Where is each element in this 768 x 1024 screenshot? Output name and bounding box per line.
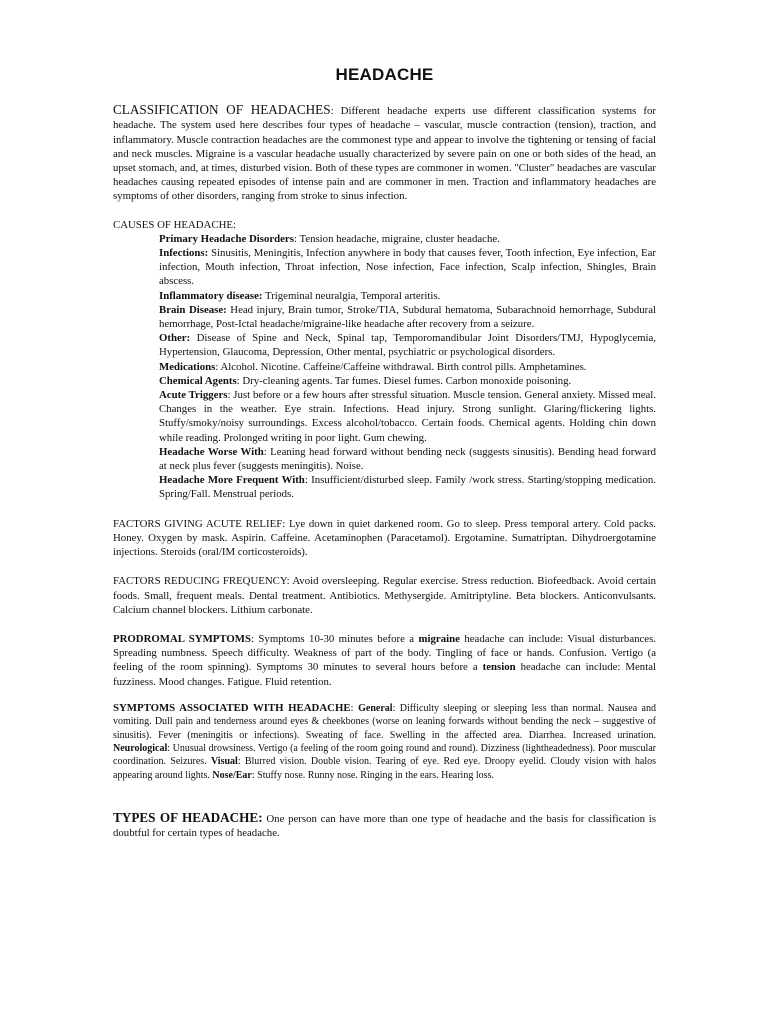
cause-item bbox=[159, 388, 656, 445]
symptoms-paragraph bbox=[113, 702, 656, 782]
prodromal-migraine: migraine bbox=[418, 632, 460, 645]
prodromal-text: headache can include: Visual disturbances. Spreading numbness. Speech difficulty. Weakness of part of the body. Tingling of face or hands. Confusion. Vertigo (a feeling of the room spinning). Symptoms 30 minutes to several hours before a bbox=[113, 632, 657, 674]
classification-paragraph bbox=[113, 103, 656, 203]
cause-label: Headache More Frequent With bbox=[159, 474, 305, 487]
cause-item bbox=[159, 473, 656, 501]
symptoms-colon: : bbox=[350, 701, 359, 714]
cause-label: Medications bbox=[159, 360, 216, 373]
cause-item bbox=[159, 374, 656, 388]
reducing-frequency-text: : Avoid oversleeping. Regular exercise. Stress reduction. Biofeedback. Avoid certain foods. Small, frequent meals. Dental treatment. Antibiotics. Methysergide. Amitriptyline. Beta blockers. Anticonvulsants. Calcium channel blockers. Lithium carbonate. bbox=[113, 575, 657, 616]
cause-label: Acute Triggers bbox=[159, 389, 228, 402]
cause-label: Other: bbox=[159, 332, 191, 345]
cause-item bbox=[159, 303, 656, 331]
cause-text: : Tension headache, migraine, cluster headache. bbox=[293, 232, 500, 245]
cause-item bbox=[159, 360, 656, 374]
cause-text: : Just before or a few hours after stressful situation. Muscle tension. General anxiety. Missed meal. Changes in the weather. Eye strain. Infections. Head injury. Strong sunlight. Glaring/flickering lights. Stuffy/smoky/noisy surroundings. Excess alcohol/tobacco. Certain foods. Chemical agents. Holding chin down while reading. Prolonged writing in poor light. Gum chewing. bbox=[159, 389, 656, 444]
cause-text: : Leaning head forward without bending neck (suggests sinusitis). Bending head forward at neck plus fever (suggests meningitis). Noise. bbox=[159, 445, 656, 473]
cause-item bbox=[159, 445, 656, 473]
prodromal-tension: tension bbox=[482, 661, 516, 674]
cause-item bbox=[159, 331, 656, 359]
types-heading: TYPES OF HEADACHE: bbox=[113, 810, 263, 826]
prodromal-heading: PRODROMAL SYMPTOMS bbox=[113, 632, 251, 645]
symptoms-nose-label: Nose/Ear bbox=[212, 769, 252, 781]
cause-text: Trigeminal neuralgia, Temporal arteritis. bbox=[262, 289, 441, 302]
cause-text: : Alcohol. Nicotine. Caffeine/Caffeine withdrawal. Birth control pills. Amphetamines. bbox=[215, 360, 587, 373]
cause-text: Disease of Spine and Neck, Spinal tap, Temporomandibular Joint Disorders/TMJ, Hypoglycemia, Hypertension, Glaucoma, Depression, Other mental, psychiatric or psychological disorders. bbox=[159, 332, 656, 359]
causes-list bbox=[159, 232, 656, 502]
cause-text: : Dry-cleaning agents. Tar fumes. Diesel fumes. Carbon monoxide poisoning. bbox=[236, 374, 572, 387]
document-page bbox=[113, 65, 657, 841]
acute-relief-paragraph bbox=[113, 517, 656, 560]
cause-label: Chemical Agents bbox=[159, 374, 237, 387]
symptoms-visual-text: : Blurred vision. Double vision. Tearing of eye. Red eye. Droopy eyelid. Cloudy vision with halos appearing around lights. bbox=[113, 756, 656, 781]
acute-relief-heading: FACTORS GIVING ACUTE RELIEF bbox=[113, 517, 283, 530]
prodromal-text: headache can include: Mental fuzziness. Mood changes. Fatigue. Fluid retention. bbox=[113, 661, 656, 688]
cause-label: Inflammatory disease: bbox=[159, 289, 263, 302]
symptoms-neuro-label: Neurological bbox=[113, 742, 168, 754]
symptoms-general-label: General bbox=[358, 702, 393, 714]
causes-section bbox=[113, 218, 656, 502]
symptoms-nose-text: : Stuffy nose. Runny nose. Ringing in the ears. Hearing loss. bbox=[251, 769, 494, 781]
types-paragraph bbox=[113, 811, 656, 840]
symptoms-neuro-text: : Unusual drowsiness. Vertigo (a feeling of the room going round and round). Dizziness (lightheadedness). Poor muscular coordination. Seizures. bbox=[113, 742, 656, 768]
cause-item bbox=[159, 246, 656, 289]
cause-text: Sinusitis, Meningitis, Infection anywhere in body that causes fever, Tooth infection, Eye infection, Ear infection, Mouth infection, Throat infection, Nose infection, Face infection, Scalp infection, Shingles, Brain abscess. bbox=[159, 247, 656, 288]
cause-label: Primary Headache Disorders bbox=[159, 232, 294, 245]
causes-heading-line bbox=[113, 218, 656, 232]
reducing-frequency-paragraph bbox=[113, 574, 656, 617]
cause-text: : Insufficient/disturbed sleep. Family /work stress. Starting/stopping medication. Spring/Fall. Menstrual periods. bbox=[159, 474, 656, 501]
cause-label: Brain Disease: bbox=[159, 303, 227, 316]
cause-text: Head injury, Brain tumor, Stroke/TIA, Subdural hematoma, Subarachnoid hemorrhage, Subdural hemorrhage, Post-Ictal headache/migraine-like headache after recovery from a seizure. bbox=[159, 303, 657, 331]
symptoms-heading: SYMPTOMS ASSOCIATED WITH HEADACHE bbox=[113, 701, 351, 714]
causes-heading: CAUSES OF HEADACHE bbox=[113, 218, 233, 231]
classification-text: : Different headache experts use different classification systems for headache. The system used here describes four types of headache – vascular, muscle contraction (tension), traction, and inflammatory. Muscle contraction headaches are the commonest type and appear to involve the tightening or tensing of facial and neck muscles. Migraine is a vascular headache usually characterized by severe pain on one or both sides of the head, an upset stomach, and, at times, disturbed vision. Both of these types are commoner in women. "Cluster" headaches are vascular headaches causing repeated episodes of intense pain and are commoner in men. Traction and inflammatory headaches are symptoms of other disorders, ranging from stroke to sinus infection. bbox=[113, 105, 656, 203]
prodromal-text: : Symptoms 10-30 minutes before a bbox=[251, 632, 419, 645]
symptoms-visual-label: Visual bbox=[210, 756, 238, 768]
prodromal-paragraph bbox=[113, 632, 656, 689]
acute-relief-text: : Lye down in quiet darkened room. Go to sleep. Press temporal artery. Cold packs. Honey. Oxygen by mask. Aspirin. Caffeine. Acetaminophen (Paracetamol). Ergotamine. Sumatriptan. Dihydroergotamine injections. Steroids (oral/IM corticosteroids). bbox=[113, 517, 656, 559]
classification-heading: CLASSIFICATION OF HEADACHES bbox=[113, 102, 331, 118]
cause-item bbox=[159, 232, 656, 246]
reducing-frequency-heading: FACTORS REDUCING FREQUENCY bbox=[113, 575, 287, 588]
symptoms-general-text: : Difficulty sleeping or sleeping less than normal. Nausea and vomiting. Dull pain and tenderness around eyes & cheekbones (worse on leaning forwards without bending the neck – suggestive of sinusitis). Fever (meningitis or infections). Sweating of face. Swelling in the affected area. Diarrhea. Increased urination. bbox=[113, 702, 656, 741]
cause-label: Headache Worse With bbox=[159, 445, 264, 458]
types-text: One person can have more than one type of headache and the basis for classification is doubtful for certain types of headache. bbox=[113, 813, 656, 840]
causes-colon: : bbox=[232, 218, 236, 231]
cause-label: Infections: bbox=[159, 247, 209, 260]
cause-item bbox=[159, 289, 656, 303]
document-title: HEADACHE bbox=[335, 65, 434, 84]
